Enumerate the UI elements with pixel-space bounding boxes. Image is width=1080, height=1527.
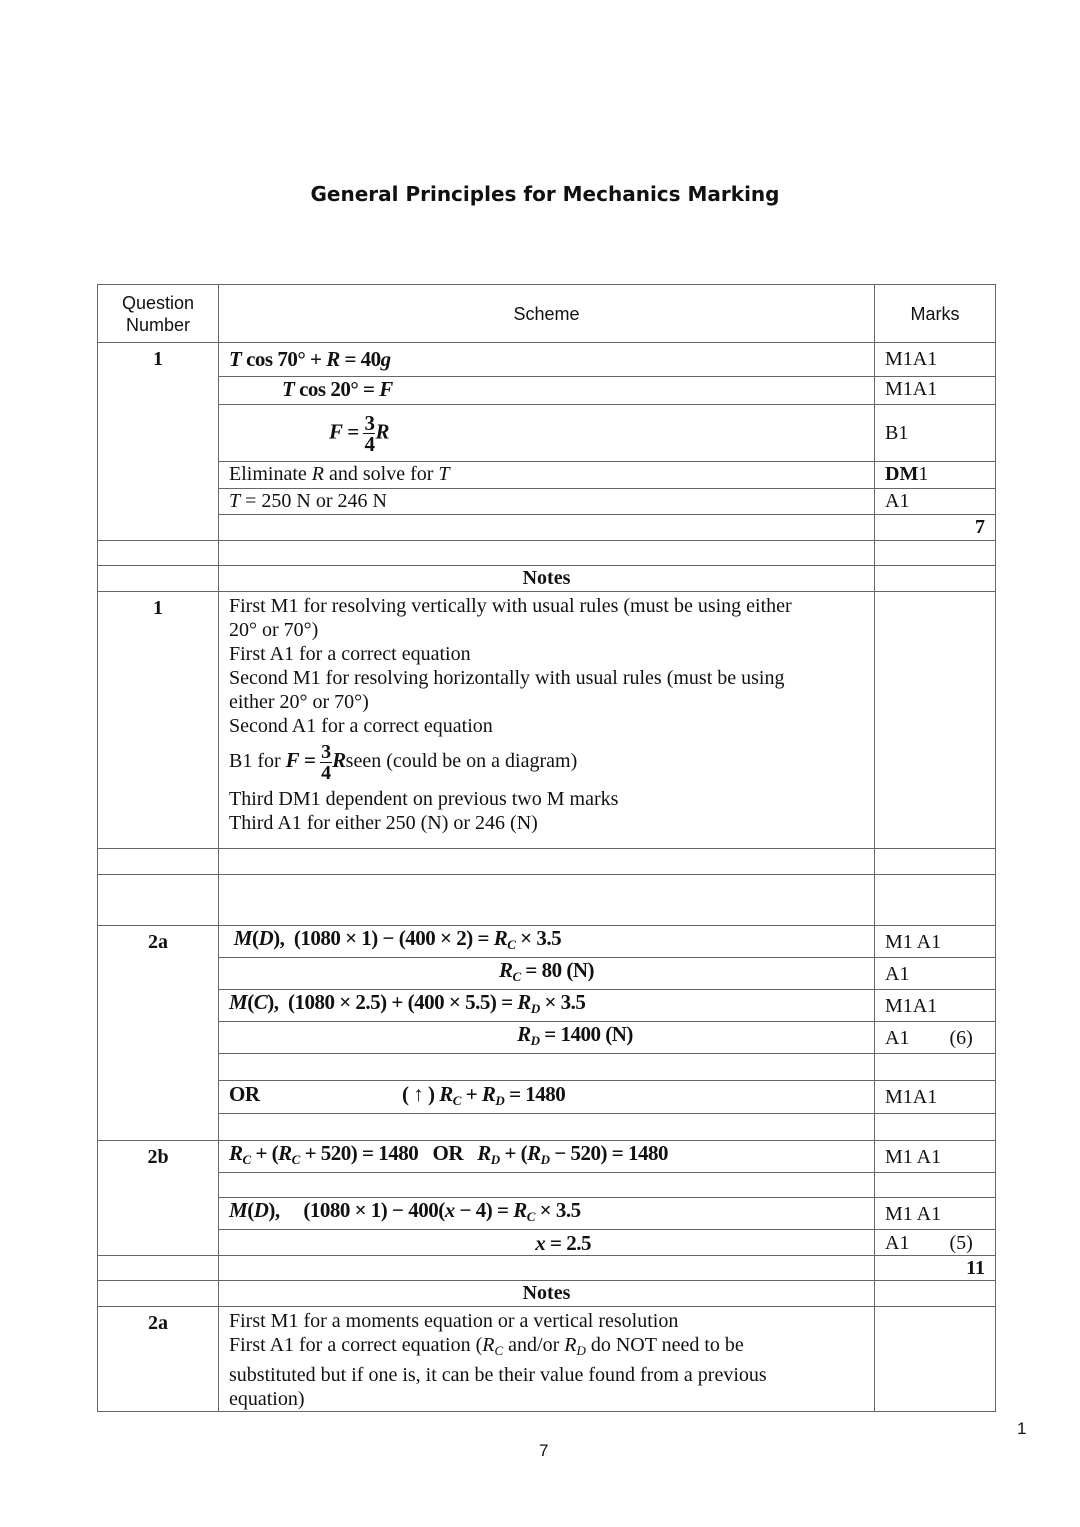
table-row xyxy=(98,1114,996,1141)
page-number: 7 xyxy=(539,1441,549,1460)
table-row xyxy=(98,489,996,515)
scheme-cell: T = 250 N or 246 N xyxy=(219,489,875,515)
denominator: 4 xyxy=(364,431,375,456)
note-line: 20° or 70°) xyxy=(229,619,319,641)
formula-lhs: F = xyxy=(285,748,321,773)
marks-cell: M1A1 xyxy=(875,990,996,1022)
blank-row xyxy=(98,875,996,926)
note-line: Second M1 for resolving horizontally with usual rules (must be using xyxy=(229,667,785,689)
question-2a-rows xyxy=(98,926,996,1141)
question-number: 2a xyxy=(98,926,219,1141)
table-row xyxy=(98,1054,996,1081)
notes-heading: Notes xyxy=(219,566,875,592)
numerator: 3 xyxy=(364,410,375,435)
marks-cell: A1 (5) xyxy=(875,1230,996,1256)
notes-row xyxy=(98,592,996,849)
marks-cell: M1A1 xyxy=(875,377,996,405)
note-line: First A1 for a correct equation xyxy=(229,643,471,665)
table-row xyxy=(98,958,996,990)
note-line: substituted but if one is, it can be their value found from a previous xyxy=(229,1364,767,1386)
table-row xyxy=(98,405,996,462)
formula-lhs: F = xyxy=(329,418,364,443)
table-row xyxy=(98,1198,996,1230)
fraction xyxy=(363,410,375,456)
marks-suffix: 1 xyxy=(918,463,929,485)
note-text: seen (could be on a diagram) xyxy=(345,750,578,773)
marks-cell xyxy=(875,1054,996,1081)
scheme-cell: Eliminate R and solve for T xyxy=(219,462,875,489)
table-row xyxy=(98,1141,996,1173)
formula-rhs: R xyxy=(375,418,389,443)
header-scheme: Scheme xyxy=(219,285,875,343)
note-line: Second A1 for a correct equation xyxy=(229,715,493,737)
question-number: 1 xyxy=(98,343,219,541)
question-2b-rows xyxy=(98,1141,996,1256)
marks-cell xyxy=(875,462,996,489)
note-line: First A1 for a correct equation ($R_C$ and/or $R_D$ do NOT need to be xyxy=(229,1334,744,1358)
scheme-cell: T cos 70° + R = 40g xyxy=(219,343,875,377)
table-row xyxy=(98,1081,996,1114)
table-row xyxy=(98,515,996,541)
notes-cell xyxy=(219,1307,875,1412)
marks-cell: M1A1 xyxy=(875,1081,996,1114)
note-line: First M1 for a moments equation or a vertical resolution xyxy=(229,1310,679,1332)
header-question: Question Number xyxy=(98,285,219,343)
marks-cell: B1 xyxy=(875,405,996,462)
note-text: B1 for xyxy=(229,750,286,773)
scheme-cell: $R_D = 1400$ (N) xyxy=(219,1022,875,1054)
marks-cell: M1A1 xyxy=(875,343,996,377)
table-row xyxy=(98,462,996,489)
fraction xyxy=(320,742,332,783)
scheme-cell xyxy=(219,1054,875,1081)
table-header xyxy=(98,285,996,343)
note-line xyxy=(229,742,864,783)
header-marks: Marks xyxy=(875,285,996,343)
scheme-cell xyxy=(219,1173,875,1198)
question-number: 2b xyxy=(98,1141,219,1256)
scheme-cell: T cos 20° = F xyxy=(219,377,875,405)
note-line: First M1 for resolving vertically with usual rules (must be using either xyxy=(229,595,792,617)
scheme-cell: M(D), $(1080 \times 1) - (400 \times 2) = R_C \times 3.5$ xyxy=(219,926,875,958)
table-row xyxy=(98,343,996,377)
scheme-cell: M(D), $(1080 \times 1) - 400(x - 4) = R_C \times 3.5$ xyxy=(219,1198,875,1230)
scheme-cell: M(C), $(1080 \times 2.5) + (400 \times 5.5) = R_D \times 3.5$ xyxy=(219,990,875,1022)
scheme-cell: $R_C + (R_C + 520) = 1480$ OR $R_D + (R_D - 520) = 1480$ xyxy=(219,1141,875,1173)
notes-heading: Notes xyxy=(219,1281,875,1307)
scheme-cell: x = 2.5 xyxy=(219,1230,875,1256)
marks-cell: A1 (6) xyxy=(875,1022,996,1054)
table-row xyxy=(98,1230,996,1256)
question-number: 2a xyxy=(98,1307,219,1412)
marks-cell: M1 A1 xyxy=(875,1198,996,1230)
notes-row xyxy=(98,1307,996,1412)
notes-cell xyxy=(219,592,875,849)
table-row xyxy=(98,926,996,958)
page-title: General Principles for Mechanics Marking xyxy=(310,182,780,206)
scheme-cell: $R_C = 80$ (N) xyxy=(219,958,875,990)
note-line: equation) xyxy=(229,1388,305,1410)
formula-rhs: R xyxy=(332,748,346,773)
scheme-cell xyxy=(219,515,875,541)
marks-cell: M1 A1 xyxy=(875,1141,996,1173)
sheet-number: 1 xyxy=(1017,1419,1027,1438)
marks-cell xyxy=(875,1114,996,1141)
table-row xyxy=(98,1173,996,1198)
scheme-cell xyxy=(219,405,875,462)
marks-cell: A1 xyxy=(875,958,996,990)
numerator: 3 xyxy=(321,741,332,763)
note-line: either 20° or 70°) xyxy=(229,691,369,713)
table-row xyxy=(98,377,996,405)
marks-cell: M1 A1 xyxy=(875,926,996,958)
question-number: 1 xyxy=(98,592,219,849)
table-row xyxy=(98,1256,996,1281)
denominator: 4 xyxy=(321,762,332,784)
scheme-cell xyxy=(219,1114,875,1141)
scheme-cell: OR ( ↑ ) $R_C + R_D = 1480$ xyxy=(219,1081,875,1114)
mark-scheme-table xyxy=(97,284,996,1412)
table-row xyxy=(98,1022,996,1054)
total-marks: 11 xyxy=(875,1256,996,1281)
note-line: Third A1 for either 250 (N) or 246 (N) xyxy=(229,812,538,834)
marks-bold: DM xyxy=(885,463,919,485)
total-marks: 7 xyxy=(875,515,996,541)
marks-cell xyxy=(875,1173,996,1198)
blank-row xyxy=(98,541,996,566)
note-line: Third DM1 dependent on previous two M marks xyxy=(229,788,619,810)
blank-row xyxy=(98,849,996,875)
notes-heading-row xyxy=(98,566,996,592)
table-row xyxy=(98,990,996,1022)
marks-cell: A1 xyxy=(875,489,996,515)
notes-heading-row xyxy=(98,1281,996,1307)
